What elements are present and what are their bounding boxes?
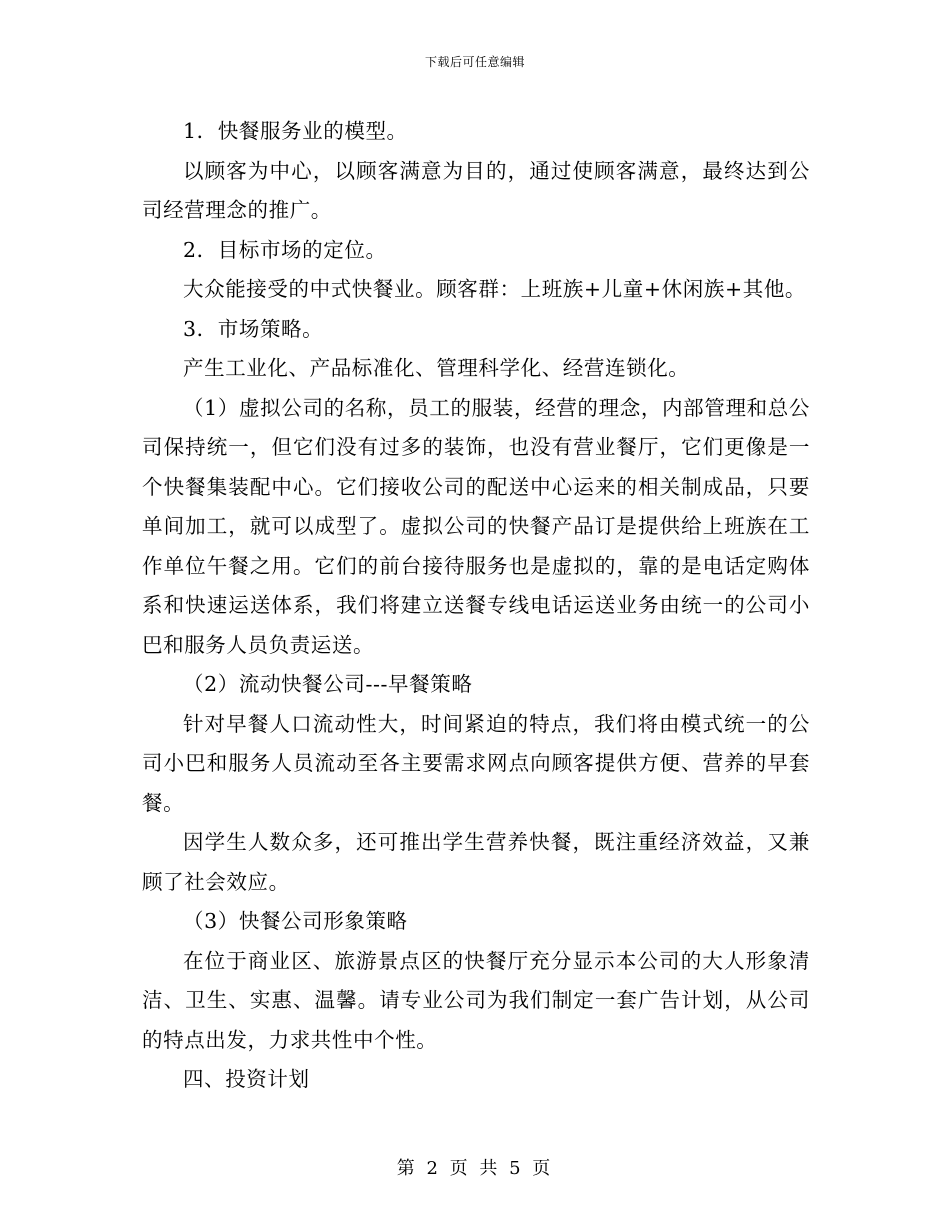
subsection-paragraph-1: （1）虚拟公司的名称，员工的服装，经营的理念，内部管理和总公司保持统一，但它们没有过多的装饰，也没有营业餐厅，它们更像是一个快餐集装配中心。它们接收公司的配送中心运来的相关制成品，只要单间加工，就可以成型了。虚拟公司的快餐产品订是提供给上班族在工作单位午餐之用。它们的前台接待服务也是虚拟的，靠的是电话定购体系和快速运送体系，我们将建立送餐专线电话运送业务由统一的公司小巴和服务人员负责运送。 [142, 395, 810, 657]
paragraph: 因学生人数众多，还可推出学生营养快餐，既注重经济效益，又兼顾了社会效应。 [142, 830, 810, 894]
document-body [142, 112, 810, 1100]
paragraph: 产生工业化、产品标准化、管理科学化、经营连锁化。 [183, 356, 690, 380]
paragraph: 大众能接受的中式快餐业。顾客群：上班族+儿童+休闲族+其他。 [183, 277, 807, 301]
section-heading-1: 1．快餐服务业的模型。 [183, 119, 408, 143]
section-heading-4: 四、投资计划 [183, 1067, 310, 1091]
page-number: 第 2 页 共 5 页 [396, 1158, 554, 1179]
paragraph: 以顾客为中心，以顾客满意为目的，通过使顾客满意，最终达到公司经营理念的推广。 [142, 158, 810, 222]
section-heading-3: 3．市场策略。 [183, 316, 324, 341]
page-header: 下载后可任意编辑 [424, 55, 525, 69]
subsection-heading-2: （2）流动快餐公司---早餐策略 [183, 672, 473, 696]
subsection-heading-3: （3）快餐公司形象策略 [183, 909, 408, 933]
paragraph: 在位于商业区、旅游景点区的快餐厅充分显示本公司的大人形象清洁、卫生、实惠、温馨。请专业公司为我们制定一套广告计划，从公司的特点出发，力求共性中个性。 [142, 948, 810, 1052]
section-heading-2: 2．目标市场的定位。 [183, 237, 387, 262]
paragraph: 针对早餐人口流动性大，时间紧迫的特点，我们将由模式统一的公司小巴和服务人员流动至各主要需求网点向顾客提供方便、营养的早套餐。 [142, 711, 810, 815]
